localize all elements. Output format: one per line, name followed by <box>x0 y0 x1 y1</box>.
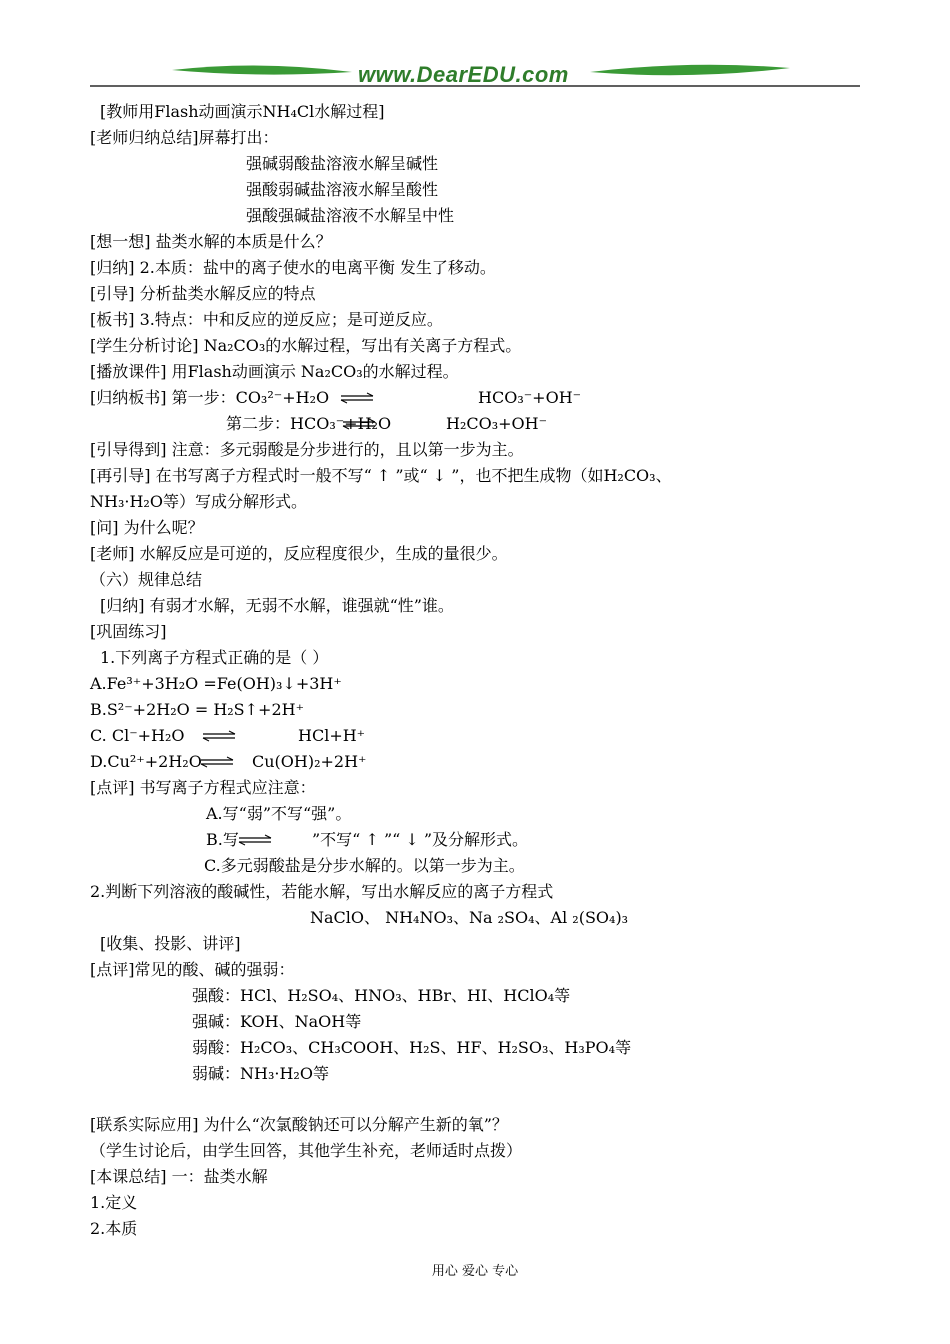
text-line: 第二步：HCO₃⁻+H₂O <box>226 414 392 433</box>
text-line: [引导] 分析盐类水解反应的特点 <box>90 284 316 303</box>
text-line: 2.判断下列溶液的酸碱性，若能水解，写出水解反应的离子方程式 <box>90 882 554 901</box>
text-line: D.Cu²⁺+2H₂O <box>90 752 202 771</box>
text-line: [点评]常见的酸、碱的强弱： <box>90 960 295 979</box>
text-line: （学生讨论后，由学生回答，其他学生补充，老师适时点拨） <box>90 1141 523 1160</box>
page-footer: 用心 爱心 专心 <box>431 1264 519 1279</box>
text-line: B.S²⁻+2H₂O = H₂S↑+2H⁺ <box>90 700 305 719</box>
text-line: 2.本质 <box>90 1219 138 1238</box>
text-line: C.多元弱酸盐是分步水解的。以第一步为主。 <box>204 856 525 875</box>
text-line: 强酸强碱盐溶液不水解呈中性 <box>246 206 455 225</box>
text-line: [引导得到] 注意：多元弱酸是分步进行的，且以第一步为主。 <box>90 440 524 459</box>
text-line: （六）规律总结 <box>90 570 203 589</box>
text-line: [老师归纳总结]屏幕打出： <box>90 128 279 147</box>
reversible-arrow-icon <box>200 756 234 768</box>
text-line: [问] 为什么呢？ <box>90 518 204 537</box>
text-line: [归纳板书] 第一步：CO₃²⁻+H₂O <box>90 388 330 407</box>
text-line: [巩固练习] <box>90 622 167 641</box>
text-line: HCO₃⁻+OH⁻ <box>478 388 582 407</box>
text-line: 1.定义 <box>90 1193 138 1212</box>
text-line: [点评] 书写离子方程式应注意： <box>90 778 316 797</box>
text-line: ”不写“ ↑ ”“ ↓ ”及分解形式。 <box>312 830 529 849</box>
text-line: NH₃·H₂O等）写成分解形式。 <box>90 492 307 511</box>
text-line: [本课总结] 一：盐类水解 <box>90 1167 268 1186</box>
text-line: H₂CO₃+OH⁻ <box>446 414 548 433</box>
text-line: 弱酸：H₂CO₃、CH₃COOH、H₂S、HF、H₂SO₃、H₃PO₄等 <box>192 1038 632 1057</box>
text-line: 弱碱：NH₃·H₂O等 <box>192 1064 329 1083</box>
text-line: [联系实际应用] 为什么“次氯酸钠还可以分解产生新的氧”？ <box>90 1115 508 1134</box>
text-line: 强碱：KOH、NaOH等 <box>192 1012 362 1031</box>
text-line: 强酸：HCl、H₂SO₄、HNO₃、HBr、HI、HClO₄等 <box>192 986 571 1005</box>
text-line: [再引导] 在书写离子方程式时一般不写“ ↑ ”或“ ↓ ”，也不把生成物（如H₂CO₃、 <box>90 466 672 485</box>
text-line: 强酸弱碱盐溶液水解呈酸性 <box>246 180 439 199</box>
reversible-arrow-icon <box>202 730 236 742</box>
text-line: B.写 <box>206 830 239 849</box>
text-line: 强碱弱酸盐溶液水解呈碱性 <box>246 154 439 173</box>
text-line: [想一想] 盐类水解的本质是什么？ <box>90 232 332 251</box>
reversible-arrow-icon <box>342 418 376 430</box>
text-line: [老师] 水解反应是可逆的，反应程度很少，生成的量很少。 <box>90 544 508 563</box>
text-line: 1.下列离子方程式正确的是（ ） <box>100 648 329 667</box>
text-line: [板书] 3.特点：中和反应的逆反应；是可逆反应。 <box>90 310 443 329</box>
text-line: HCl+H⁺ <box>298 726 366 745</box>
text-line: [播放课件] 用Flash动画演示 Na₂CO₃的水解过程。 <box>90 362 459 381</box>
text-line: [归纳] 2.本质：盐中的离子使水的电离平衡 发生了移动。 <box>90 258 496 277</box>
text-line: [学生分析讨论] Na₂CO₃的水解过程，写出有关离子方程式。 <box>90 336 522 355</box>
text-line: [教师用Flash动画演示NH₄Cl水解过程] <box>100 102 385 121</box>
reversible-arrow-icon <box>340 392 374 404</box>
text-line: [归纳] 有弱才水解，无弱不水解，谁强就“性”谁。 <box>100 596 454 615</box>
text-line: A.写“弱”不写“强”。 <box>206 804 352 823</box>
site-header <box>90 58 860 90</box>
reversible-arrow-icon <box>238 834 272 846</box>
site-logo-text[interactable]: www.DearEDU.com <box>358 62 569 87</box>
text-line: NaClO、 NH₄NO₃、Na ₂SO₄、Al ₂(SO₄)₃ <box>310 908 629 927</box>
text-line: A.Fe³⁺+3H₂O =Fe(OH)₃↓+3H⁺ <box>90 674 342 693</box>
text-line: C. Cl⁻+H₂O <box>90 726 185 745</box>
text-line: Cu(OH)₂+2H⁺ <box>252 752 367 771</box>
text-line: [收集、投影、讲评] <box>100 934 241 953</box>
